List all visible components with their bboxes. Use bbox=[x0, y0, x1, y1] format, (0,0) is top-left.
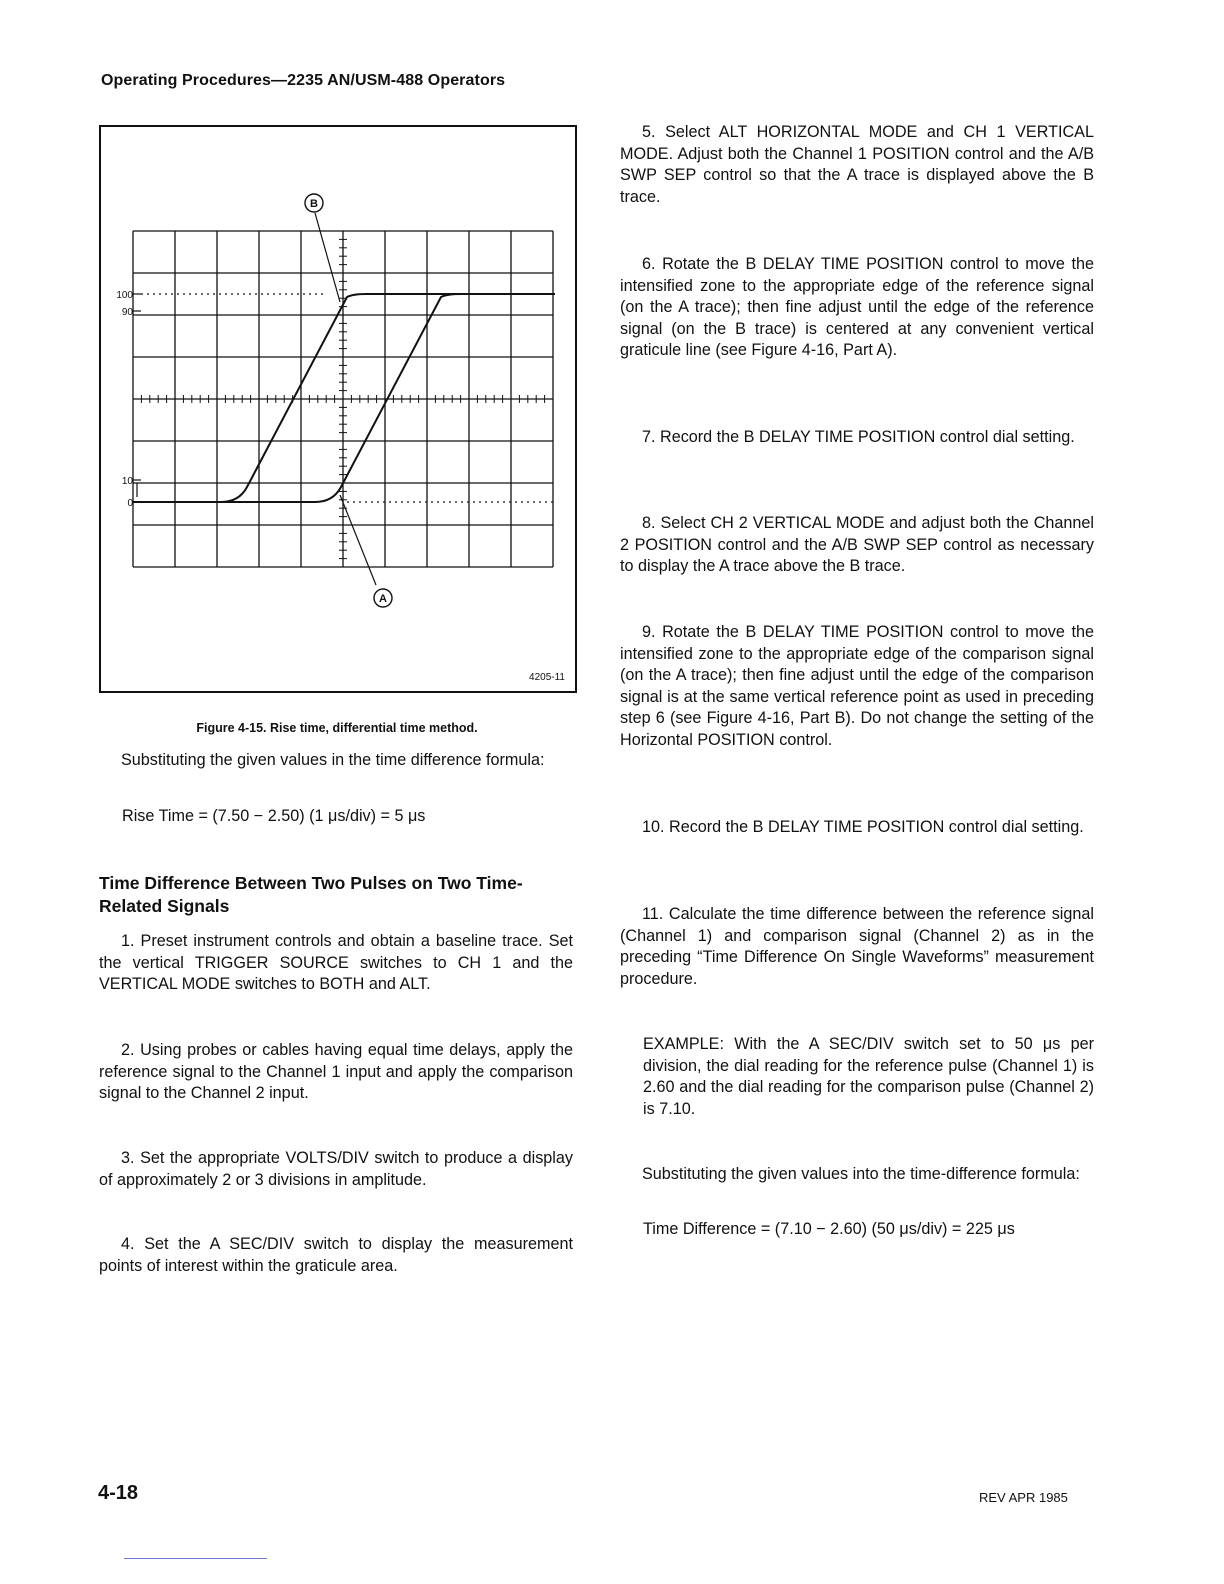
leader-b bbox=[315, 213, 340, 302]
revision-date: REV APR 1985 bbox=[979, 1490, 1068, 1505]
footer-rule bbox=[124, 1558, 267, 1559]
step-4: 4. Set the A SEC/DIV switch to display the measurement points of interest within the graticule area. bbox=[99, 1235, 573, 1275]
waveform-a-trace bbox=[133, 294, 555, 502]
label-10: 10 bbox=[121, 476, 133, 487]
substitution-paragraph-2: Substituting the given values into the time-difference formula: bbox=[642, 1165, 1080, 1183]
waveforms bbox=[133, 294, 555, 502]
step-11: 11. Calculate the time difference between the reference signal (Channel 1) and comparison signal (Channel 2) as in the preceding “Time Difference On Single Waveforms” measurement procedure. bbox=[620, 905, 1094, 988]
page-header: Operating Procedures—2235 AN/USM-488 Operators bbox=[101, 72, 506, 89]
page-number: 4-18 bbox=[98, 1482, 139, 1504]
level-labels bbox=[116, 290, 133, 509]
figure-4-15 bbox=[99, 125, 577, 693]
step-3: 3. Set the appropriate VOLTS/DIV switch to produce a display of approximately 2 or 3 divisions in amplitude. bbox=[99, 1149, 573, 1189]
callout-a-label: A bbox=[379, 593, 387, 605]
graticule-grid bbox=[133, 231, 553, 567]
substitution-paragraph: Substituting the given values in the time difference formula: bbox=[121, 751, 545, 769]
step-9: 9. Rotate the B DELAY TIME POSITION control to move the intensified zone to the appropriate edge of the comparison signal (on the A trace); then fine adjust until the edge of the comparison signal is at the same vertical reference point as used in preceding step 6 (see Figure 4-16, Part B). Do not change the setting of the Horizontal POSITION control. bbox=[620, 623, 1094, 749]
example-paragraph: EXAMPLE: With the A SEC/DIV switch set to 50 μs per division, the dial reading for the reference pulse (Channel 1) is 2.60 and the dial reading for the comparison pulse (Channel 2) is 7.10. bbox=[643, 1035, 1094, 1118]
label-90: 90 bbox=[121, 307, 133, 318]
step-5: 5. Select ALT HORIZONTAL MODE and CH 1 VERTICAL MODE. Adjust both the Channel 1 POSITION control and the A/B SWP SEP control so that the A trace is displayed above the B trace. bbox=[620, 123, 1094, 206]
step-7: 7. Record the B DELAY TIME POSITION control dial setting. bbox=[642, 428, 1075, 446]
step-6: 6. Rotate the B DELAY TIME POSITION control to move the intensified zone to the appropriate edge of the reference signal (on the A trace); then fine adjust until the edge of the reference signal (on the B trace) is centered at any convenient vertical graticule line (see Figure 4-16, Part A). bbox=[620, 255, 1094, 360]
step-10: 10. Record the B DELAY TIME POSITION control dial setting. bbox=[642, 818, 1084, 836]
label-100: 100 bbox=[116, 290, 133, 301]
waveform-b-trace bbox=[133, 294, 555, 502]
graticule-dotted-levels bbox=[141, 294, 555, 502]
callout-a bbox=[374, 589, 392, 607]
section-heading: Time Difference Between Two Pulses on Two Time-Related Signals bbox=[99, 873, 523, 916]
figure-caption: Figure 4-15. Rise time, differential time method. bbox=[196, 721, 478, 735]
rise-time-equation: Rise Time = (7.50 − 2.50) (1 μs/div) = 5 μs bbox=[122, 807, 426, 825]
callout-b bbox=[305, 194, 323, 212]
oscilloscope-graticule bbox=[101, 127, 575, 691]
level-ticks bbox=[133, 294, 141, 502]
step-1: 1. Preset instrument controls and obtain a baseline trace. Set the vertical TRIGGER SOURCE switches to CH 1 and the VERTICAL MODE switches to BOTH and ALT. bbox=[99, 932, 573, 994]
step-2: 2. Using probes or cables having equal time delays, apply the reference signal to the Channel 1 input and apply the comparison signal to the Channel 2 input. bbox=[99, 1041, 573, 1103]
label-0: 0 bbox=[127, 498, 133, 509]
step-8: 8. Select CH 2 VERTICAL MODE and adjust both the Channel 2 POSITION control and the A/B SWP SEP control as necessary to display the A trace above the B trace. bbox=[620, 514, 1094, 576]
callout-b-label: B bbox=[310, 198, 318, 210]
time-difference-equation: Time Difference = (7.10 − 2.60) (50 μs/div) = 225 μs bbox=[643, 1220, 1015, 1238]
figure-code: 4205-11 bbox=[529, 672, 565, 683]
leader-a bbox=[340, 495, 376, 585]
